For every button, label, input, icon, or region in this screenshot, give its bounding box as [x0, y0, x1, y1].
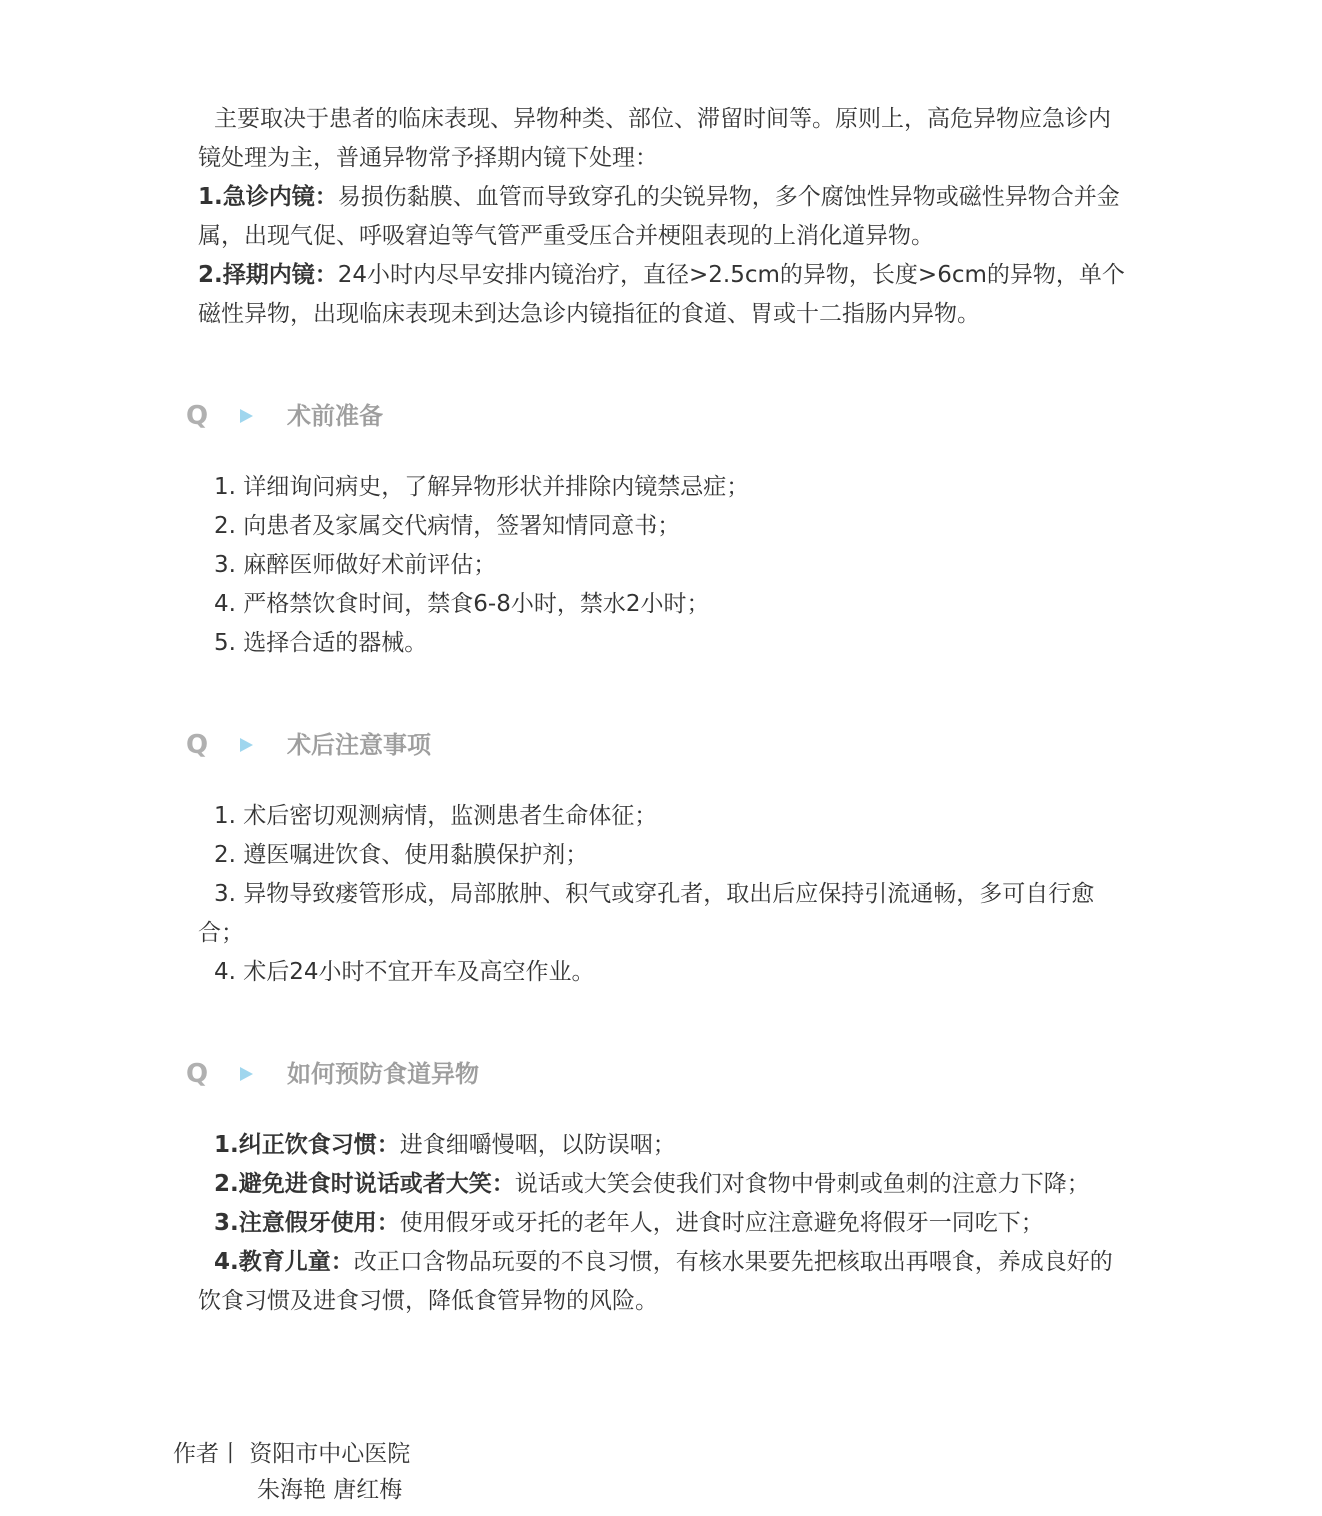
list-item [198, 1204, 1128, 1243]
list-item [198, 1165, 1128, 1204]
list-item-label: 4.教育儿童： [214, 1249, 354, 1275]
intro-item-label: 1.急诊内镜： [198, 184, 338, 210]
q-marker: Q [186, 729, 209, 760]
list-item [198, 1243, 1128, 1321]
triangle-icon [240, 1067, 253, 1081]
author-block [173, 1436, 410, 1508]
list-item-label: 2.避免进食时说话或者大笑： [214, 1171, 515, 1197]
triangle-icon [240, 409, 253, 423]
list-item: 3. 异物导致瘘管形成，局部脓肿、积气或穿孔者，取出后应保持引流通畅，多可自行愈合； [198, 881, 1095, 946]
list-item: 2. 遵医嘱进饮食、使用黏膜保护剂； [214, 842, 589, 868]
list-item: 4. 严格禁饮食时间，禁食6-8小时，禁水2小时； [214, 591, 710, 617]
section-title: 如何预防食道异物 [287, 1059, 479, 1088]
section-header-postop [186, 725, 1128, 765]
list-item-text: 改正口含物品玩耍的不良习惯，有核水果要先把核取出再喂食，养成良好的饮食习惯及进食习惯，降低食管异物的风险。 [198, 1249, 1113, 1314]
section-header-preop [186, 396, 1128, 436]
intro-item-text: 24小时内尽早安排内镜治疗，直径>2.5cm的异物，长度>6cm的异物，单个磁性异物，出现临床表现未到达急诊内镜指征的食道、胃或十二指肠内异物。 [198, 262, 1125, 327]
list-item: 1. 术后密切观测病情，监测患者生命体征； [214, 803, 658, 829]
list-item: 1. 详细询问病史，了解异物形状并排除内镜禁忌症； [214, 474, 750, 500]
list-item-label: 3.注意假牙使用： [214, 1210, 400, 1236]
list-item-label: 1.纠正饮食习惯： [214, 1132, 400, 1158]
intro-paragraph: 主要取决于患者的临床表现、异物种类、部位、滞留时间等。原则上，高危异物应急诊内镜处理为主，普通异物常予择期内镜下处理： [198, 106, 1111, 171]
intro-item-emergency [198, 178, 1128, 256]
intro-item-text: 易损伤黏膜、血管而导致穿孔的尖锐异物，多个腐蚀性异物或磁性异物合并金属，出现气促、呼吸窘迫等气管严重受压合并梗阻表现的上消化道异物。 [198, 184, 1120, 249]
list-item-text: 说话或大笑会使我们对食物中骨刺或鱼刺的注意力下降； [514, 1171, 1090, 1197]
list-item: 3. 麻醉医师做好术前评估； [214, 552, 497, 578]
section-title: 术前准备 [287, 401, 383, 430]
article-content [186, 100, 1128, 1321]
intro-item-label: 2.择期内镜： [198, 262, 338, 288]
section-header-prevention [186, 1054, 1128, 1094]
intro-item-elective [198, 256, 1128, 334]
q-marker: Q [186, 400, 209, 431]
q-marker: Q [186, 1058, 209, 1089]
triangle-icon [240, 738, 253, 752]
list-item: 4. 术后24小时不宜开车及高空作业。 [214, 959, 595, 985]
author-names: 朱海艳 唐红梅 [257, 1477, 403, 1503]
list-item-text: 使用假牙或牙托的老年人，进食时应注意避免将假牙一同吃下； [399, 1210, 1044, 1236]
list-item-text: 进食细嚼慢咽，以防误咽； [399, 1132, 676, 1158]
list-item: 5. 选择合适的器械。 [214, 630, 428, 656]
list-item: 2. 向患者及家属交代病情，签署知情同意书； [214, 513, 681, 539]
list-item [198, 1126, 1128, 1165]
author-label: 作者丨 资阳市中心医院 [173, 1441, 411, 1467]
section-title: 术后注意事项 [287, 730, 431, 759]
